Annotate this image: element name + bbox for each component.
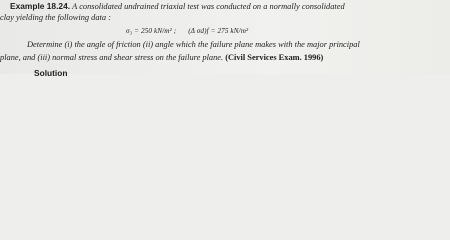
- formula-sigma3: σ₃ = 250 kN/m² ;: [126, 27, 177, 35]
- example-text-line1: A consolidated undrained triaxial test was conducted on a normally consolidated: [72, 2, 345, 11]
- example-heading-line: [10, 2, 345, 11]
- example-formula: [126, 28, 248, 35]
- solution-label: Solution: [34, 68, 68, 76]
- question-line2-wrapper: [0, 54, 323, 62]
- source-citation: (Civil Services Exam. 1996): [225, 53, 324, 62]
- question-line1: Determine (i) the angle of friction (ii) angle which the failure plane makes with the major principal: [27, 40, 360, 49]
- formula-deviator-stress: (Δ σd)f = 275 kN/m²: [188, 27, 249, 35]
- example-text-line2: clay yielding the following data :: [0, 13, 111, 22]
- example-label: Example 18.24.: [10, 1, 71, 11]
- question-line2: plane, and (iii) normal stress and shear stress on the failure plane.: [0, 53, 224, 62]
- textbook-page: [0, 0, 450, 74]
- solution-line: [34, 68, 68, 78]
